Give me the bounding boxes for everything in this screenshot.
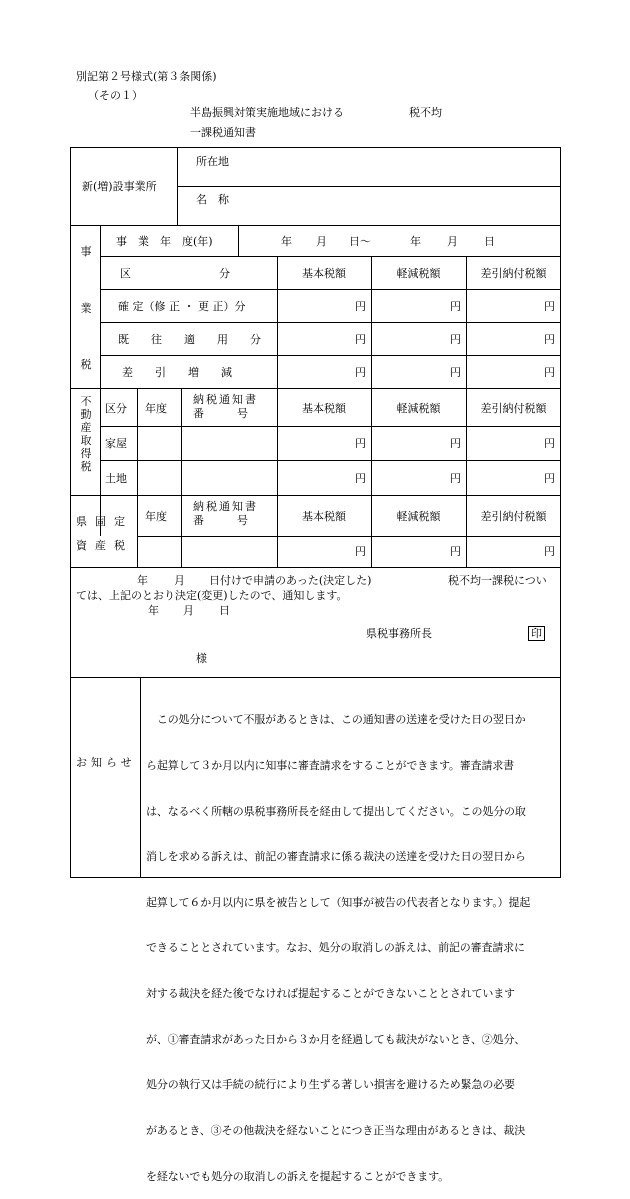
decision-text-1: 日付けで申請のあった(決定した) bbox=[209, 574, 372, 587]
divider bbox=[466, 536, 467, 567]
realestate-side-char: 産 bbox=[80, 421, 92, 434]
col-year: 年度 bbox=[145, 402, 167, 415]
divider bbox=[137, 388, 138, 536]
title-line1-left: 半島振興対策実施地域における bbox=[190, 106, 344, 119]
col-reduced-tax: 軽減税額 bbox=[396, 510, 441, 523]
divider bbox=[100, 426, 561, 427]
notice-line: を経ないでも処分の取消しの訴えを提起することができます。 bbox=[146, 1169, 449, 1183]
notice-line: 消しを求める訴えは、前記の審査請求に係る裁決の送達を受けた日の翌日から bbox=[146, 850, 526, 864]
yen-unit: 円 bbox=[355, 333, 366, 346]
notice-date-month: 月 bbox=[183, 604, 194, 617]
divider bbox=[277, 256, 278, 536]
notice-line: 対する裁決を経た後でなければ提起することができないこととされています bbox=[146, 987, 515, 1001]
seal-stamp: 印 bbox=[528, 626, 545, 641]
divider bbox=[100, 225, 101, 536]
divider bbox=[70, 495, 561, 496]
row-house: 家屋 bbox=[105, 437, 127, 450]
divider bbox=[137, 536, 138, 567]
col-year: 年度 bbox=[145, 510, 167, 523]
enterprise-side-char: 事 bbox=[80, 245, 92, 258]
yen-unit: 円 bbox=[544, 300, 555, 313]
period-month-to: 月 bbox=[447, 235, 458, 248]
yen-unit: 円 bbox=[450, 545, 461, 558]
col-notice-no-2: 番 号 bbox=[193, 407, 248, 420]
notice-date-day: 日 bbox=[219, 604, 230, 617]
row-previous: 既 往 適 用 分 bbox=[118, 333, 261, 346]
col-basic-tax: 基本税額 bbox=[302, 402, 346, 415]
property-tax-label-2: 資産税 bbox=[76, 539, 133, 552]
divider bbox=[181, 388, 182, 536]
yen-unit: 円 bbox=[544, 472, 555, 485]
property-tax-label: 県固定 bbox=[76, 515, 133, 528]
col-notice-no: 納税通知書 bbox=[193, 393, 258, 406]
enterprise-side-char: 業 bbox=[80, 302, 92, 315]
notice-line: ら起算して３か月以内に知事に審査請求をすることができます。審査請求書 bbox=[146, 759, 515, 773]
period-year-to: 年 bbox=[410, 235, 421, 248]
divider bbox=[70, 567, 561, 568]
title-line2: 一課税通知書 bbox=[190, 126, 256, 139]
divider bbox=[140, 677, 141, 878]
divider bbox=[371, 256, 372, 536]
address-label: 所在地 bbox=[196, 155, 229, 168]
divider bbox=[466, 256, 467, 536]
row-confirmed: 確 定（修 正 ・ 更 正）分 bbox=[118, 300, 246, 313]
col-basic-tax: 基本税額 bbox=[302, 510, 346, 523]
yen-unit: 円 bbox=[544, 366, 555, 379]
period-year-from: 年 bbox=[281, 235, 292, 248]
yen-unit: 円 bbox=[544, 333, 555, 346]
form-part: （その１） bbox=[88, 89, 143, 102]
yen-unit: 円 bbox=[355, 472, 366, 485]
divider bbox=[70, 225, 561, 226]
divider bbox=[100, 460, 561, 461]
realestate-side-char: 不 bbox=[80, 395, 92, 408]
notice-date-year: 年 bbox=[148, 604, 159, 617]
yen-unit: 円 bbox=[544, 545, 555, 558]
realestate-side-char: 動 bbox=[80, 408, 92, 421]
enterprise-side-char: 税 bbox=[80, 358, 92, 371]
divider bbox=[238, 225, 239, 256]
decision-text-3: ては、上記のとおり決定(変更)したので、通知します。 bbox=[76, 589, 348, 602]
row-difference: 差 引 増 減 bbox=[122, 366, 232, 379]
col-basic-tax: 基本税額 bbox=[302, 267, 346, 280]
notice-body bbox=[146, 682, 558, 1199]
business-label: 新(増)設事業所 bbox=[82, 180, 157, 193]
col-reduced-tax: 軽減税額 bbox=[396, 402, 441, 415]
yen-unit: 円 bbox=[355, 545, 366, 558]
notice-label: お知らせ bbox=[76, 756, 136, 769]
col-net-tax: 差引納付税額 bbox=[480, 402, 547, 415]
notice-line: 起算して６か月以内に県を被告として（知事が被告の代表者となります。）提起 bbox=[146, 895, 531, 909]
divider bbox=[100, 355, 561, 356]
yen-unit: 円 bbox=[355, 437, 366, 450]
divider bbox=[181, 536, 182, 567]
period-day-from: 日〜 bbox=[349, 235, 371, 248]
col-notice-no-2: 番 号 bbox=[193, 514, 248, 527]
notice-line: が、①審査請求があった日から３か月を経過しても裁決がないとき、②処分、 bbox=[146, 1032, 526, 1046]
yen-unit: 円 bbox=[450, 333, 461, 346]
divider bbox=[277, 536, 278, 567]
realestate-side-char: 得 bbox=[80, 447, 92, 460]
row-land: 土地 bbox=[105, 472, 127, 485]
col-category: 区 分 bbox=[120, 267, 230, 280]
divider bbox=[177, 186, 561, 187]
notice-line: 処分の執行又は手続の続行により生ずる著しい損害を避けるため緊急の必要 bbox=[146, 1078, 515, 1092]
divider bbox=[371, 536, 372, 567]
period-month-from: 月 bbox=[316, 235, 327, 248]
business-year-label: 事 業 年 度(年) bbox=[116, 235, 213, 248]
yen-unit: 円 bbox=[355, 366, 366, 379]
notice-line: があるとき、③その他裁決を経ないことにつき正当な理由があるときは、裁決 bbox=[146, 1123, 526, 1137]
notice-line: は、なるべく所轄の県税事務所長を経由して提出してください。この処分の取 bbox=[146, 804, 526, 818]
yen-unit: 円 bbox=[450, 366, 461, 379]
divider bbox=[100, 289, 561, 290]
col-net-tax: 差引納付税額 bbox=[480, 510, 547, 523]
col-notice-no: 納税通知書 bbox=[193, 500, 258, 513]
yen-unit: 円 bbox=[544, 437, 555, 450]
col-net-tax: 差引納付税額 bbox=[480, 267, 547, 280]
yen-unit: 円 bbox=[450, 437, 461, 450]
divider bbox=[137, 536, 561, 537]
divider bbox=[100, 256, 561, 257]
yen-unit: 円 bbox=[355, 300, 366, 313]
decision-text-2: 税不均一課税につい bbox=[448, 574, 547, 587]
decision-month: 月 bbox=[174, 574, 185, 587]
notice-line: できることとされています。なお、処分の取消しの訴えは、前記の審査請求に bbox=[146, 941, 525, 955]
period-day-to: 日 bbox=[484, 235, 495, 248]
realestate-side-char: 取 bbox=[80, 434, 92, 447]
col-reduced-tax: 軽減税額 bbox=[396, 267, 441, 280]
col-kubun: 区分 bbox=[105, 402, 127, 415]
recipient-sama: 様 bbox=[196, 652, 207, 665]
realestate-side-char: 税 bbox=[80, 460, 92, 473]
name-label: 名 称 bbox=[196, 193, 229, 206]
divider bbox=[70, 388, 561, 389]
divider bbox=[70, 677, 561, 678]
office-chief: 県税事務所長 bbox=[366, 627, 432, 640]
yen-unit: 円 bbox=[450, 300, 461, 313]
notice-line: この処分について不服があるときは、この通知書の送達を受けた日の翌日か bbox=[146, 713, 526, 727]
form-id: 別記第２号様式(第３条関係) bbox=[76, 70, 217, 83]
title-line1-right: 税不均 bbox=[409, 106, 442, 119]
decision-year: 年 bbox=[137, 574, 148, 587]
divider bbox=[100, 322, 561, 323]
yen-unit: 円 bbox=[450, 472, 461, 485]
